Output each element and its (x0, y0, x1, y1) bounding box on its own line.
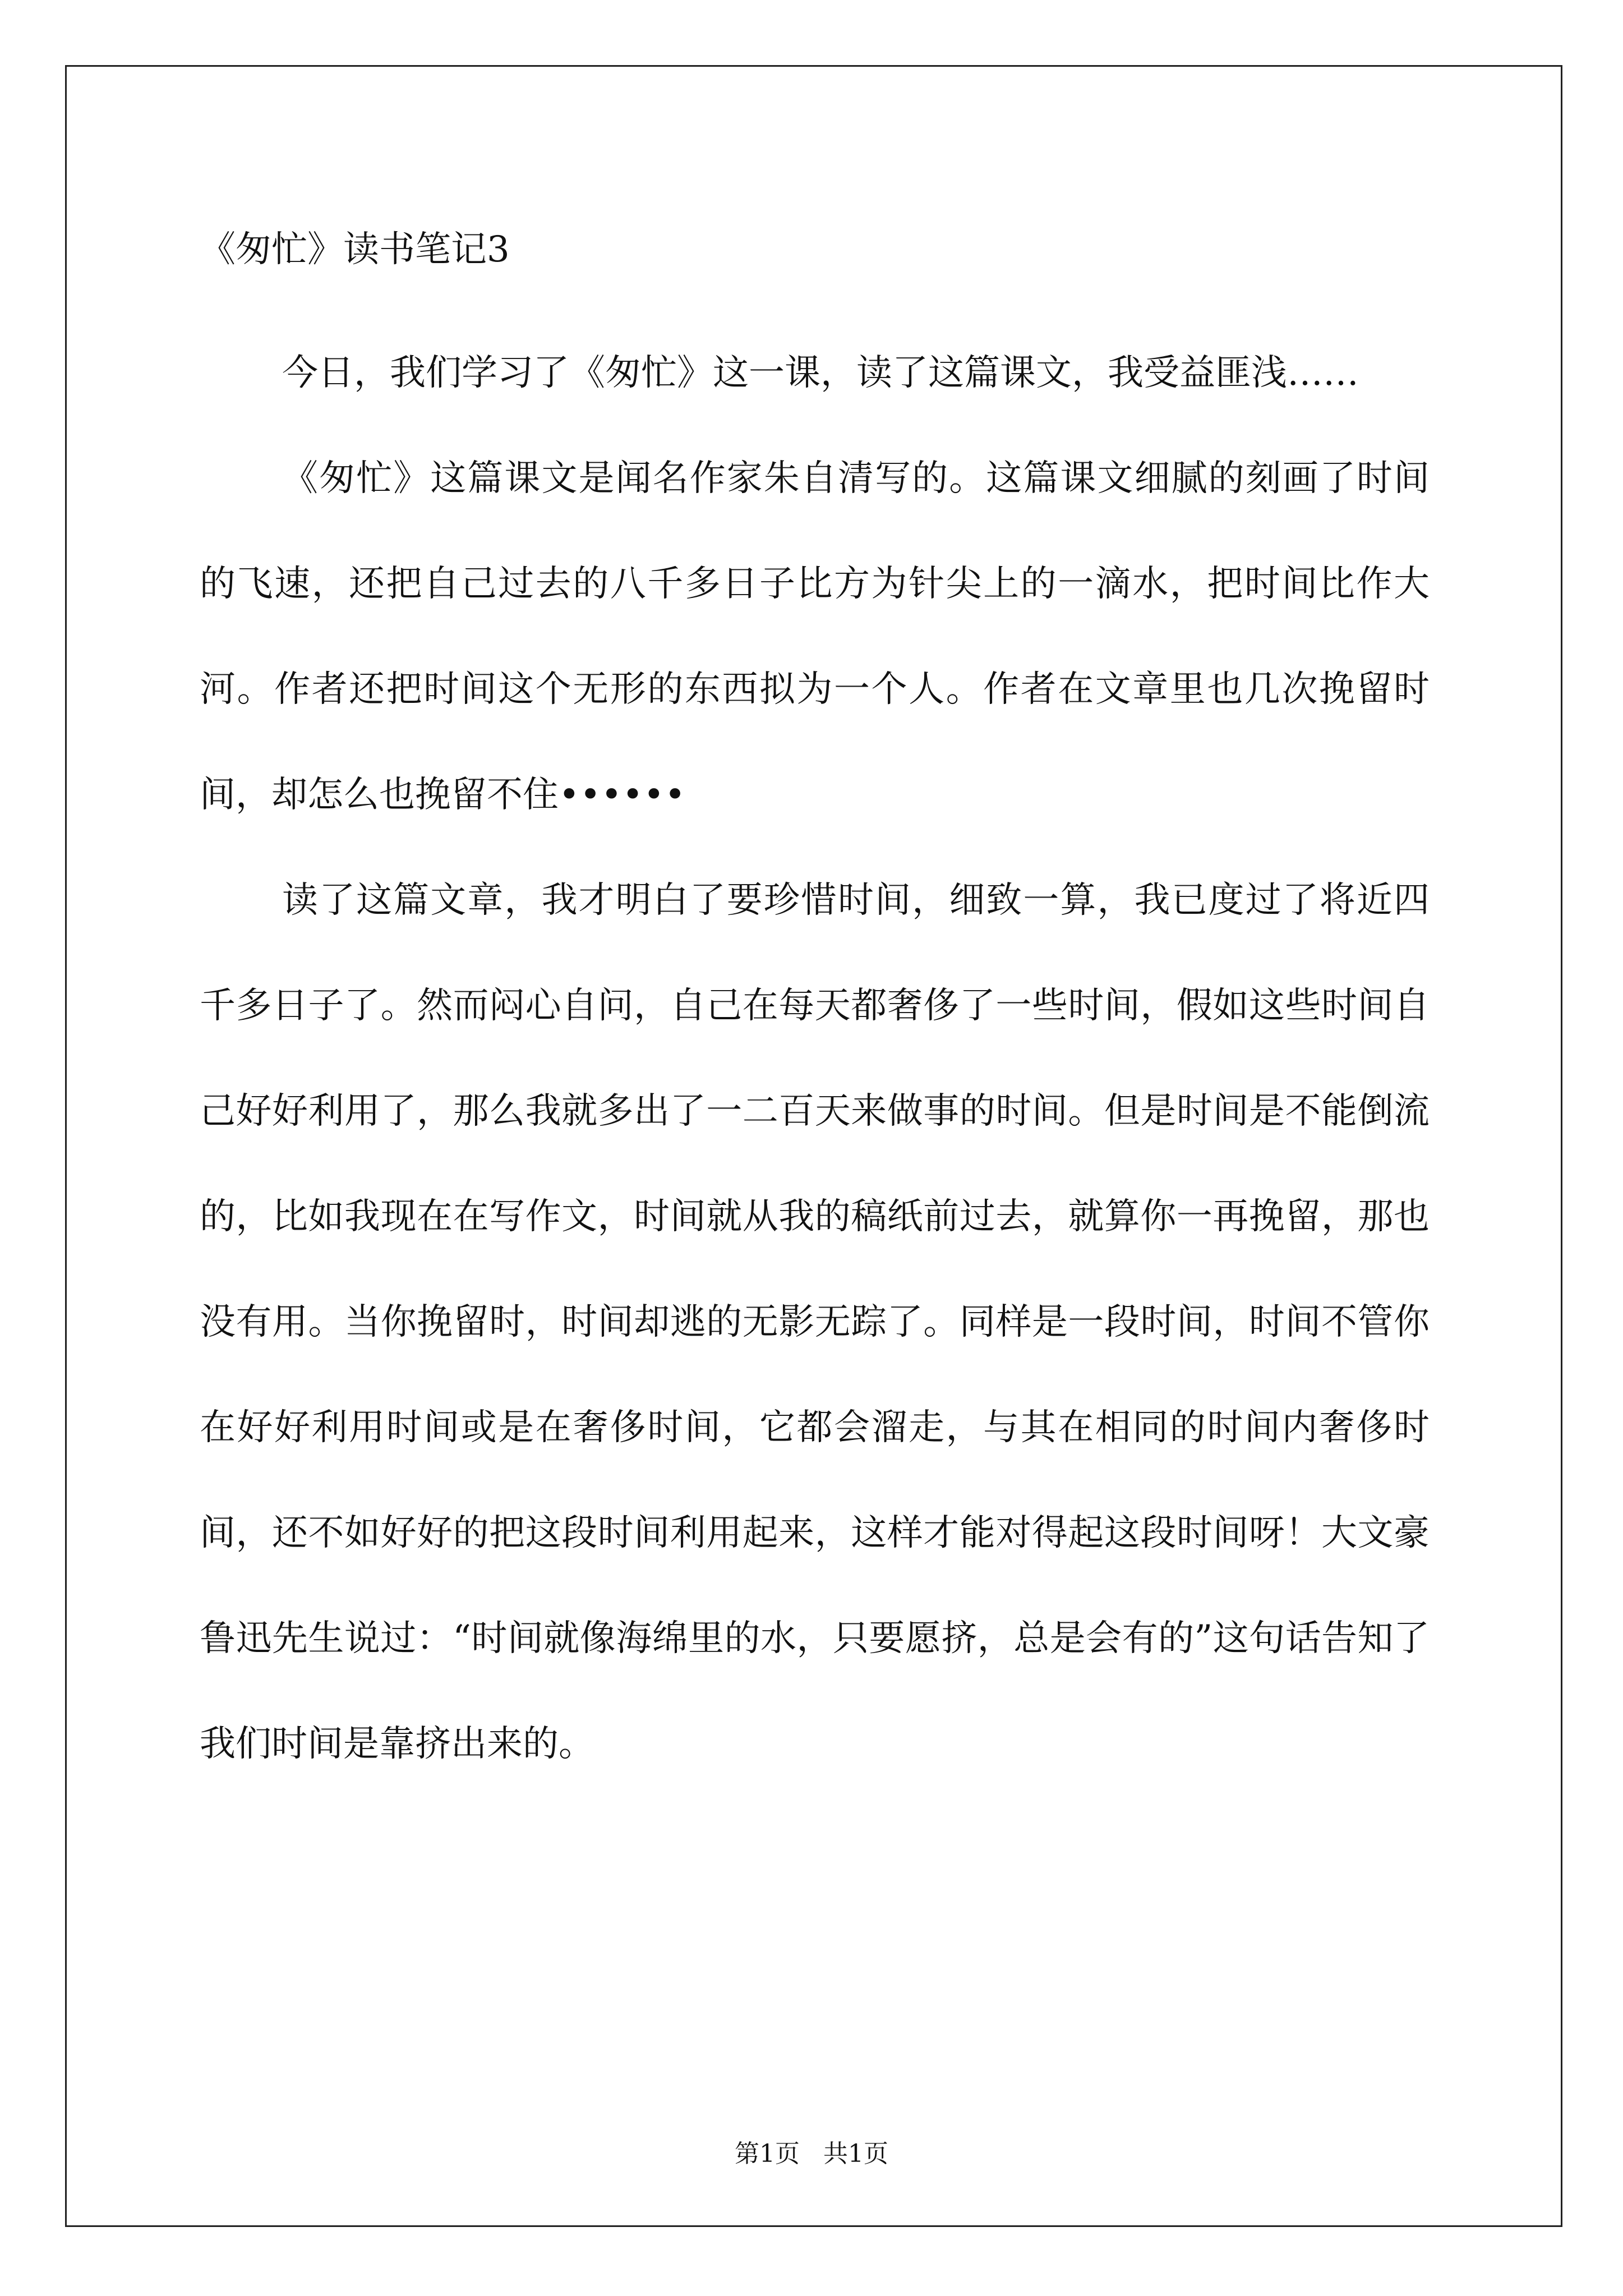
page-footer: 第1页 共1页 (735, 2139, 888, 2168)
paragraph-3: 读了这篇文章，我才明白了要珍惜时间，细致一算，我已度过了将近四千多日子了。然而闷心自问，自己在每天都奢侈了一些时间，假如这些时间自己好好利用了，那么我就多出了一二百天来做事的时间。但是时间是不能倒流的，比如我现在在写作文，时间就从我的稿纸前过去，就算你一再挽留，那也没有用。当你挽留时，时间却逃的无影无踪了。同样是一段时间，时间不管你在好好利用时间或是在奢侈时间，它都会溜走，与其在相同的时间内奢侈时间，还不如好好的把这段时间利用起来，这样才能对得起这段时间呀！大文豪鲁迅先生说过：“时间就像海绵里的水，只要愿挤，总是会有的”这句话告知了我们时间是靠挤出来的。 (200, 880, 1430, 1765)
document-title: 《匆忙》读书笔记3 (200, 229, 510, 270)
paragraph-2: 《匆忙》这篇课文是闻名作家朱自清写的。这篇课文细腻的刻画了时间的飞速，还把自己过去的八千多日子比方为针尖上的一滴水，把时间比作大河。作者还把时间这个无形的东西拟为一个人。作者在文章里也几次挽留时间，却怎么也挽留不住•••••• (200, 458, 1430, 816)
document-body (200, 222, 1430, 1797)
paragraph-1: 今日，我们学习了《匆忙》这一课，读了这篇课文，我受益匪浅…… (282, 352, 1359, 394)
